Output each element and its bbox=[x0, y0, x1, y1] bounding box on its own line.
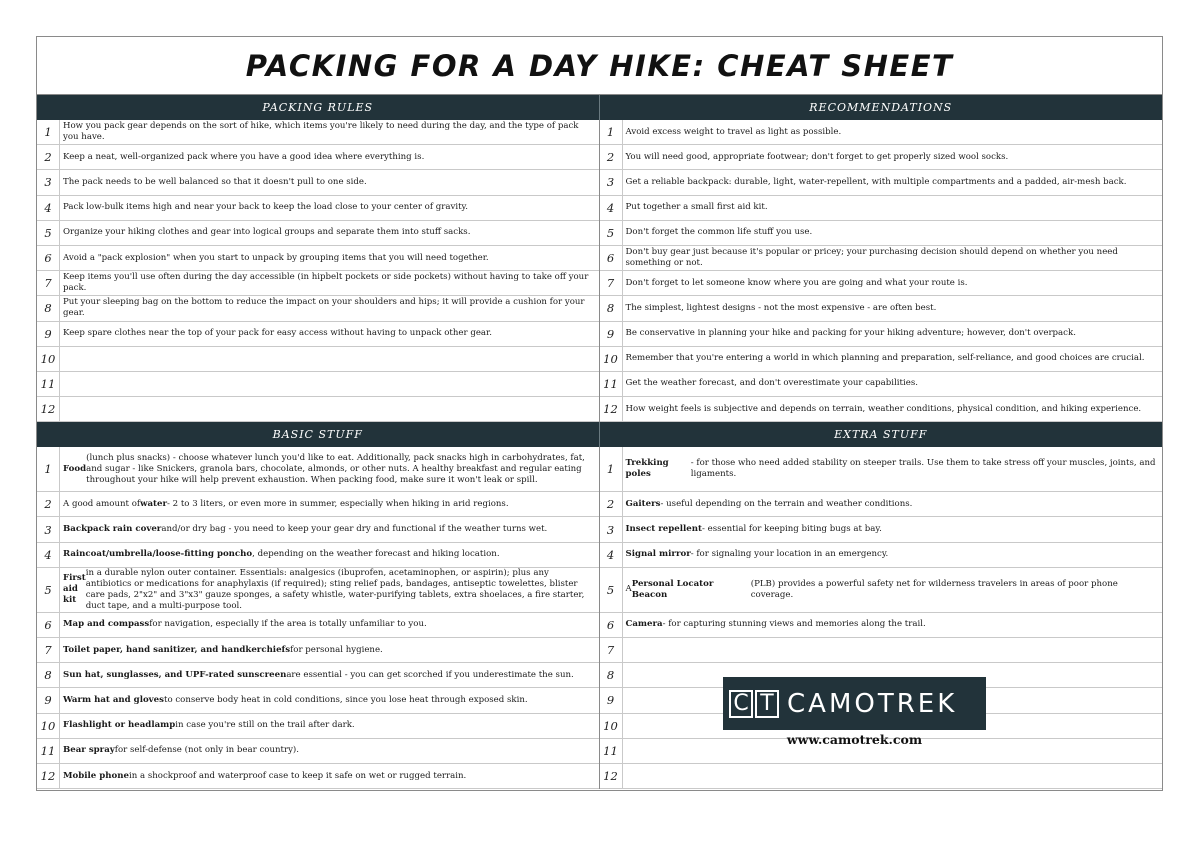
row-number: 7 bbox=[37, 271, 60, 295]
row-number: 7 bbox=[37, 638, 60, 662]
row-number: 7 bbox=[600, 638, 623, 662]
row-number: 12 bbox=[600, 764, 623, 788]
row-number: 2 bbox=[600, 145, 623, 169]
recommendations-row bbox=[600, 221, 1163, 246]
row-text: Keep spare clothes near the top of your pack for easy access without having to unpack other gear. bbox=[63, 328, 492, 339]
recommendations-row bbox=[600, 397, 1163, 422]
row-text: Organize your hiking clothes and gear into logical groups and separate them into stuff sacks. bbox=[63, 227, 471, 238]
logo-wordmark: CAMOTREK bbox=[787, 688, 958, 719]
packing-rules-row bbox=[37, 120, 599, 145]
row-number: 7 bbox=[600, 271, 623, 295]
row-text: Raincoat/umbrella/loose-fitting poncho , depending on the weather forecast and hiking location. bbox=[63, 549, 500, 560]
row-number: 8 bbox=[600, 296, 623, 320]
extra-stuff-row bbox=[600, 613, 1163, 638]
row-number: 2 bbox=[600, 492, 623, 516]
extra-stuff-row bbox=[600, 764, 1163, 789]
row-text: Signal mirror - for signaling your location in an emergency. bbox=[625, 549, 889, 560]
row-number: 4 bbox=[37, 543, 60, 567]
row-text: How you pack gear depends on the sort of hike, which items you're likely to need during the day, and the type of pack you have. bbox=[63, 121, 579, 143]
packing-rules-row bbox=[37, 296, 599, 321]
packing-rules-row bbox=[37, 397, 599, 422]
packing-rules-list bbox=[37, 120, 600, 422]
row-text: You will need good, appropriate footwear; don't forget to get properly sized wool socks. bbox=[625, 151, 1009, 162]
row-number: 3 bbox=[600, 517, 623, 541]
recommendations-row bbox=[600, 120, 1163, 145]
row-number: 5 bbox=[600, 568, 623, 612]
row-text: Toilet paper, hand sanitizer, and handkerchiefs for personal hygiene. bbox=[63, 644, 383, 655]
packing-rules-row bbox=[37, 347, 599, 372]
row-text: A good amount of water - 2 to 3 liters, or even more in summer, especially when hiking in arid regions. bbox=[63, 498, 509, 509]
row-text: Remember that you're entering a world in which planning and preparation, self-reliance, and good choices are crucial. bbox=[625, 353, 1145, 364]
extra-stuff-row bbox=[600, 492, 1163, 517]
row-number: 12 bbox=[600, 397, 623, 421]
row-number: 9 bbox=[600, 688, 623, 712]
row-number: 11 bbox=[600, 372, 623, 396]
row-text: Don't forget to let someone know where you are going and what your route is. bbox=[625, 277, 968, 288]
row-text: Mobile phone in a shockproof and waterproof case to keep it safe on wet or rugged terrain. bbox=[63, 770, 467, 781]
row-text: Don't buy gear just because it's popular or pricey; your purchasing decision should depend on whether you need something or not. bbox=[625, 247, 1118, 269]
row-number: 1 bbox=[37, 447, 60, 491]
row-text bbox=[623, 764, 1163, 788]
top-section-body bbox=[37, 120, 1162, 422]
row-text: Trekking poles - for those who need added stability on steeper trails. Use them to take stress off your muscles, joints, and ligaments. bbox=[625, 458, 1156, 480]
row-text bbox=[60, 347, 599, 371]
basic-stuff-row bbox=[37, 663, 599, 688]
row-text: Avoid excess weight to travel as light as possible. bbox=[625, 126, 842, 137]
row-text: Be conservative in planning your hike and packing for your hiking adventure; however, don't overpack. bbox=[625, 328, 1076, 339]
packing-rules-row bbox=[37, 322, 599, 347]
row-number: 1 bbox=[600, 447, 623, 491]
basic-stuff-row bbox=[37, 739, 599, 764]
row-text: The pack needs to be well balanced so that it doesn't pull to one side. bbox=[63, 176, 367, 187]
top-section-headers bbox=[37, 95, 1162, 120]
row-number: 9 bbox=[37, 322, 60, 346]
row-number: 4 bbox=[600, 196, 623, 220]
row-number: 6 bbox=[600, 613, 623, 637]
row-number: 4 bbox=[600, 543, 623, 567]
row-number: 11 bbox=[600, 739, 623, 763]
row-text: Food (lunch plus snacks) - choose whatever lunch you'd like to eat. Additionally, pack snacks high in carbohydrates, fat, and sugar - like Snickers, granola bars, chocolate, almonds, or other nuts. A healthy breakfast and regular eating throughout your hike will help prevent exhaustion. When packing food, make sure it won't leak or spill. bbox=[63, 452, 585, 485]
recommendations-row bbox=[600, 271, 1163, 296]
row-text: The simplest, lightest designs - not the most expensive - are often best. bbox=[625, 302, 937, 313]
row-text: Keep items you'll use often during the day accessible (in hipbelt pockets or side pockets) without having to take off your pack. bbox=[63, 272, 589, 294]
basic-stuff-row bbox=[37, 447, 599, 492]
row-text: Don't forget the common life stuff you use. bbox=[625, 227, 813, 238]
packing-rules-row bbox=[37, 170, 599, 195]
basic-stuff-header: BASIC STUFF bbox=[37, 422, 600, 447]
extra-stuff-row bbox=[600, 568, 1163, 613]
row-text: Map and compass for navigation, especially if the area is totally unfamiliar to you. bbox=[63, 619, 427, 630]
packing-rules-row bbox=[37, 221, 599, 246]
row-number: 10 bbox=[600, 347, 623, 371]
extra-stuff-row bbox=[600, 543, 1163, 568]
row-number: 10 bbox=[37, 714, 60, 738]
row-text: Sun hat, sunglasses, and UPF-rated sunscreen are essential - you can get scorched if you underestimate the sun. bbox=[63, 669, 574, 680]
basic-stuff-row bbox=[37, 543, 599, 568]
website-url[interactable]: www.camotrek.com bbox=[786, 732, 923, 747]
row-number: 5 bbox=[37, 221, 60, 245]
row-text: Pack low-bulk items high and near your back to keep the load close to your center of gravity. bbox=[63, 202, 468, 213]
cheat-sheet bbox=[36, 36, 1163, 791]
row-number: 9 bbox=[600, 322, 623, 346]
row-number: 5 bbox=[37, 568, 60, 612]
basic-stuff-row bbox=[37, 517, 599, 542]
row-text: First aid kit in a durable nylon outer container. Essentials: analgesics (ibuprofen, acetaminophen, or aspirin); plus any antibiotics or medications for anaphylaxis (if required); sting relief pads, bandages, antiseptic towelettes, blister care pads, 2"x2" and 3"x3" gauze sponges, a safety whistle, water-purifying tablets, extra shoelaces, a fire starter, duct tape, and a multi-purpose tool. bbox=[63, 567, 585, 611]
basic-stuff-row bbox=[37, 714, 599, 739]
row-text: Put your sleeping bag on the bottom to reduce the impact on your shoulders and hips; it will provide a cushion for your gear. bbox=[63, 297, 585, 319]
row-number: 11 bbox=[37, 372, 60, 396]
packing-rules-header: PACKING RULES bbox=[37, 95, 600, 120]
row-number: 3 bbox=[37, 170, 60, 194]
row-text: Flashlight or headlamp in case you're still on the trail after dark. bbox=[63, 720, 355, 731]
row-text: How weight feels is subjective and depends on terrain, weather conditions, physical condition, and hiking experience. bbox=[625, 403, 1142, 414]
basic-stuff-row bbox=[37, 568, 599, 613]
bottom-section-headers bbox=[37, 422, 1162, 447]
packing-rules-row bbox=[37, 271, 599, 296]
basic-stuff-row bbox=[37, 688, 599, 713]
row-number: 3 bbox=[37, 517, 60, 541]
packing-rules-row bbox=[37, 372, 599, 397]
recommendations-row bbox=[600, 170, 1163, 195]
basic-stuff-list bbox=[37, 447, 600, 789]
row-number: 5 bbox=[600, 221, 623, 245]
row-number: 8 bbox=[37, 296, 60, 320]
row-number: 2 bbox=[37, 492, 60, 516]
recommendations-row bbox=[600, 372, 1163, 397]
row-text bbox=[60, 397, 599, 421]
basic-stuff-row bbox=[37, 764, 599, 789]
recommendations-header: RECOMMENDATIONS bbox=[809, 101, 953, 114]
recommendations-row bbox=[600, 322, 1163, 347]
row-number: 9 bbox=[37, 688, 60, 712]
basic-stuff-row bbox=[37, 638, 599, 663]
packing-rules-row bbox=[37, 145, 599, 170]
extra-stuff-row bbox=[600, 517, 1163, 542]
row-number: 8 bbox=[600, 663, 623, 687]
row-number: 10 bbox=[600, 714, 623, 738]
row-number: 2 bbox=[37, 145, 60, 169]
camotrek-logo bbox=[723, 677, 986, 730]
row-number: 6 bbox=[600, 246, 623, 270]
row-text: Put together a small first aid kit. bbox=[625, 202, 768, 213]
recommendations-row bbox=[600, 347, 1163, 372]
recommendations-row bbox=[600, 196, 1163, 221]
row-text: A Personal Locator Beacon (PLB) provides a powerful safety net for wilderness travelers in areas of poor phone coverage. bbox=[625, 578, 1118, 600]
row-number: 6 bbox=[37, 246, 60, 270]
row-text: Keep a neat, well-organized pack where you have a good idea where everything is. bbox=[63, 151, 425, 162]
row-number: 1 bbox=[37, 120, 60, 144]
row-number: 3 bbox=[600, 170, 623, 194]
row-number: 4 bbox=[37, 196, 60, 220]
logo-letter-t: T bbox=[755, 690, 779, 718]
logo-letter-c: C bbox=[729, 690, 753, 718]
packing-rules-row bbox=[37, 246, 599, 271]
row-number: 6 bbox=[37, 613, 60, 637]
row-text: Camera - for capturing stunning views and memories along the trail. bbox=[625, 619, 926, 630]
row-text: Avoid a "pack explosion" when you start to unpack by grouping items that you will need together. bbox=[63, 252, 489, 263]
row-text: Warm hat and gloves to conserve body heat in cold conditions, since you lose heat through exposed skin. bbox=[63, 694, 528, 705]
row-number: 12 bbox=[37, 397, 60, 421]
basic-stuff-row bbox=[37, 613, 599, 638]
row-number: 8 bbox=[37, 663, 60, 687]
row-text: Get a reliable backpack: durable, light, water-repellent, with multiple compartments and a padded, air-mesh back. bbox=[625, 176, 1127, 187]
basic-stuff-row bbox=[37, 492, 599, 517]
row-text bbox=[60, 372, 599, 396]
page-title: PACKING FOR A DAY HIKE: CHEAT SHEET bbox=[37, 37, 1162, 95]
recommendations-row bbox=[600, 296, 1163, 321]
row-number: 12 bbox=[37, 764, 60, 788]
recommendations-row bbox=[600, 145, 1163, 170]
bottom-section-body bbox=[37, 447, 1162, 789]
row-text: Gaiters - useful depending on the terrain and weather conditions. bbox=[625, 498, 913, 509]
row-text: Insect repellent - essential for keeping biting bugs at bay. bbox=[625, 524, 882, 535]
packing-rules-row bbox=[37, 196, 599, 221]
extra-stuff-row bbox=[600, 447, 1163, 492]
extra-stuff-header: EXTRA STUFF bbox=[834, 428, 928, 442]
recommendations-list bbox=[600, 120, 1163, 422]
row-number: 10 bbox=[37, 347, 60, 371]
row-text: Backpack rain cover and/or dry bag - you need to keep your gear dry and functional if the weather turns wet. bbox=[63, 524, 548, 535]
row-number: 1 bbox=[600, 120, 623, 144]
row-text: Get the weather forecast, and don't overestimate your capabilities. bbox=[625, 378, 918, 389]
extra-stuff-row bbox=[600, 638, 1163, 663]
row-text: Bear spray for self-defense (not only in bear country). bbox=[63, 745, 300, 756]
recommendations-row bbox=[600, 246, 1163, 271]
row-number: 11 bbox=[37, 739, 60, 763]
row-text bbox=[623, 638, 1163, 662]
